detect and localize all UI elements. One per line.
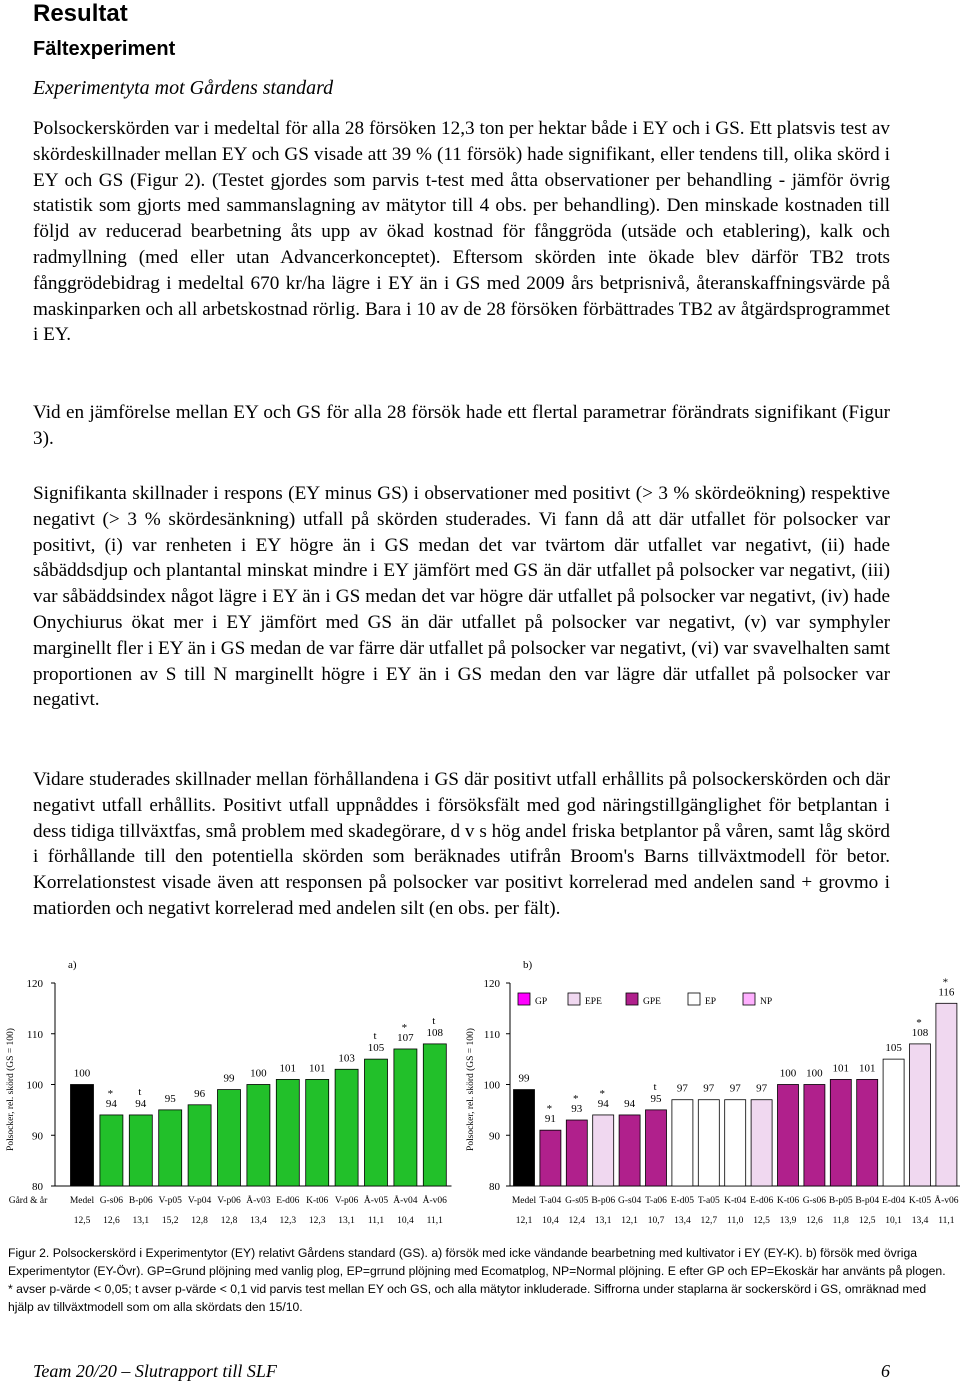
gs-yield-label: 12,1	[515, 1216, 533, 1226]
bar-value-label: 94	[597, 1097, 609, 1110]
bar	[218, 1090, 241, 1186]
gs-yield-label: 13,4	[250, 1216, 267, 1226]
bar	[698, 1100, 719, 1186]
bar	[725, 1100, 746, 1186]
page-number: 6	[881, 1361, 890, 1381]
bar-value-label: 100	[806, 1067, 823, 1080]
gs-yield-label: 12,5	[858, 1216, 876, 1226]
bar-value-label: 105	[885, 1042, 902, 1055]
bar-value-label: 97	[729, 1082, 741, 1095]
bar	[910, 1044, 931, 1186]
category-label: G-s05	[565, 1196, 589, 1206]
category-label: K-t06	[776, 1196, 800, 1206]
category-label: G-s04	[617, 1196, 642, 1206]
y-tick-label: 80	[32, 1181, 43, 1193]
gs-yield-label: 12,7	[700, 1216, 718, 1226]
category-label: K-t05	[908, 1196, 932, 1206]
bar	[514, 1090, 535, 1186]
section-heading: Resultat	[33, 0, 128, 27]
bar	[129, 1115, 152, 1186]
y-tick-label: 100	[483, 1079, 500, 1092]
bar-value-label: 93	[571, 1103, 583, 1116]
y-tick-label: 100	[26, 1079, 43, 1092]
paragraph-3: Signifikanta skillnader i respons (EY minus GS) i observationer med positivt (> 3 % skördeökning) respektive negativt (> 3 % skördesänkning) utfall på skörden studerades. Vi fann då att där utfallet för polsocker var positivt, (i) var renheten i EY högre än i GS medan det var tvärtom där utfallet var negativt, (ii) hade såbäddsdjup och plantantal minskat mindre i EY jämfört med GS än där utfallet på polsocker var negativt, (iii) var såbäddsindex något lägre i EY än i GS medan det var högre där utfallet på polsocker var negativt, (iv) hade Onychiurus ökat mer i EY jämfört med GS än där utfallet på polsocker var negativt, (v) var symphyler marginellt fler i EY än i GS medan de var färre där utfallet på polsocker var negativt, (vi) var svavelhalten samt proportionen av S till N marginellt högre i EY än i GS medan den var lägre där utfallet på polsocker var negativt.	[33, 483, 890, 711]
legend-swatch	[688, 993, 700, 1005]
y-tick-label: 90	[32, 1130, 43, 1143]
gs-yield-label: 15,2	[161, 1216, 179, 1226]
gs-yield-label: 12,8	[220, 1216, 238, 1226]
bar-value-label: 94	[105, 1097, 117, 1110]
gs-yield-label: 13,4	[911, 1216, 929, 1226]
y-axis-title: Polsocker, rel. skörd (GS = 100)	[6, 1028, 16, 1151]
category-label: G-s06	[99, 1196, 124, 1206]
panel-label: b)	[523, 959, 533, 971]
bar	[883, 1059, 904, 1186]
category-label: G-s06	[802, 1196, 827, 1206]
bar	[857, 1079, 878, 1186]
gs-yield-label: 10,7	[647, 1216, 665, 1226]
category-label: E-d05	[670, 1196, 695, 1206]
y-tick-label: 80	[489, 1181, 500, 1193]
bar-value-label: 100	[779, 1067, 797, 1080]
category-label: Å-v04	[393, 1196, 418, 1206]
bar	[646, 1110, 667, 1186]
legend-label: EPE	[585, 997, 602, 1007]
bar	[540, 1130, 561, 1186]
bar-value-label: 116	[938, 986, 955, 999]
significance-marker: *	[573, 1093, 579, 1106]
gs-yield-label: 12,6	[103, 1216, 120, 1226]
category-label: T-a06	[645, 1196, 667, 1206]
footer-title: Team 20/20 – Slutrapport till SLF	[33, 1361, 277, 1381]
legend-swatch	[743, 993, 755, 1005]
category-label: E-d04	[881, 1196, 906, 1206]
bar	[247, 1085, 270, 1187]
significance-marker: t	[138, 1085, 142, 1098]
significance-marker: *	[401, 1021, 408, 1034]
significance-marker: *	[916, 1016, 922, 1029]
y-tick-label: 110	[483, 1028, 500, 1041]
row-label: Gård & år	[8, 1196, 48, 1206]
category-label: T-a04	[539, 1196, 562, 1206]
legend-label: EP	[705, 997, 717, 1007]
y-tick-label: 120	[483, 978, 500, 990]
bar-value-label: 94	[624, 1097, 636, 1110]
bar	[778, 1085, 799, 1187]
bar-value-label: 94	[135, 1097, 147, 1110]
gs-yield-label: 11,1	[367, 1216, 385, 1226]
figure-caption: Figur 2. Polsockerskörd i Experimentytor (EY) relativt Gårdens standard (GS). a) försök med icke vändande bearbetning med kultivator i EY (EY-K). b) försök med övriga Experimentytor (EY-Övr). GP=Grund plöjning med vanlig plog, EP=grrund plöjning med Ecomatplog, NP=Normal plöjning. E efter GP och EP=Ekoskär har använts på plogen. * avser p-värde < 0,05; t avser p-värde < 0,1 vid parvis test mellan EY och GS, och alla mätytor inkluderade. Siffrorna under staplarna är sockerskörd i GS, omräknad med hjälp av tillväxtmodell som om alla skördats den 15/10.	[8, 1246, 946, 1314]
y-axis-title: Polsocker, rel. skörd (GS = 100)	[466, 1028, 476, 1151]
bar-value-label: 103	[338, 1052, 355, 1065]
bar	[936, 1003, 957, 1186]
gs-yield-label: 12,1	[621, 1216, 638, 1226]
significance-marker: *	[942, 976, 949, 989]
bar	[593, 1115, 614, 1186]
bar	[159, 1110, 182, 1186]
y-tick-label: 90	[489, 1130, 500, 1143]
significance-marker: *	[599, 1087, 605, 1100]
category-label: K-t06	[306, 1196, 329, 1206]
bar-value-label: 96	[194, 1087, 206, 1100]
gs-yield-label: 12,8	[191, 1216, 208, 1226]
bar	[804, 1085, 825, 1187]
legend-swatch	[568, 993, 580, 1005]
gs-yield-label: 13,1	[132, 1216, 150, 1226]
legend-swatch	[626, 993, 638, 1005]
gs-yield-label: 11,8	[832, 1216, 849, 1226]
legend-label: GPE	[643, 997, 661, 1007]
category-label: B-p04	[855, 1196, 880, 1206]
category-label: Å-v05	[363, 1196, 389, 1206]
bar	[394, 1049, 417, 1186]
bar-value-label: 99	[518, 1072, 530, 1085]
bar-value-label: 95	[164, 1092, 176, 1105]
bar-value-label: 99	[223, 1072, 235, 1085]
category-label: T-a05	[697, 1196, 720, 1206]
gs-yield-label: 12,3	[308, 1216, 326, 1226]
gs-yield-label: 13,4	[674, 1216, 691, 1226]
page-footer	[33, 1361, 890, 1382]
significance-marker: *	[107, 1087, 114, 1100]
bar	[619, 1115, 640, 1186]
bar	[306, 1079, 329, 1186]
bar	[830, 1079, 851, 1186]
panel-label: a)	[68, 959, 77, 971]
bar	[423, 1044, 446, 1186]
bar-value-label: 100	[250, 1067, 267, 1080]
y-tick-label: 110	[26, 1028, 43, 1041]
gs-yield-label: 12,5	[73, 1216, 91, 1226]
bar	[276, 1079, 299, 1186]
legend-label: NP	[760, 997, 773, 1007]
gs-yield-label: 13,1	[338, 1216, 355, 1226]
bar-value-label: 101	[832, 1062, 850, 1075]
category-label: Medel	[69, 1196, 95, 1206]
gs-yield-label: 12,4	[568, 1216, 586, 1226]
bar	[365, 1059, 388, 1186]
category-label: K-t04	[724, 1196, 747, 1206]
gs-yield-label: 13,1	[594, 1216, 612, 1226]
subsection-heading: Fältexperiment	[33, 38, 176, 60]
category-label: V-p06	[217, 1196, 241, 1206]
category-label: E-d06	[749, 1196, 774, 1206]
bar-value-label: 91	[544, 1113, 556, 1126]
gs-yield-label: 11,1	[426, 1216, 443, 1226]
bar	[71, 1085, 94, 1187]
category-label: V-p05	[158, 1196, 182, 1206]
category-label: Medel	[511, 1196, 537, 1206]
bar-value-label: 108	[911, 1026, 929, 1039]
category-label: V-p04	[187, 1196, 212, 1206]
gs-yield-label: 13,9	[779, 1216, 797, 1226]
category-label: V-p06	[334, 1196, 359, 1206]
gs-yield-label: 10,4	[542, 1216, 559, 1226]
gs-yield-label: 11,0	[727, 1216, 744, 1226]
paragraph-2: Vid en jämförelse mellan EY och GS för alla 28 försök hade ett flertal parametrar förändrats signifikant (Figur 3).	[33, 402, 890, 449]
gs-yield-label: 12,5	[753, 1216, 770, 1226]
paragraph-4: Vidare studerades skillnader mellan förhållandena i GS där positivt utfall erhållits på polsockerskörden och där negativt utfall erhållits. Positivt utfall uppnåddes i försöksfält med god näringstillgänglighet för betplantan i dess tidiga tillväxtfas, små problem med skadegörare, d v s hög andel friska betplantor på våren, samt låg skörd i förhållande till den potentiella skörden som beräknades utifrån Broom's Barns tillväxtmodell för betor. Korrelationstest visade även att responsen på polsocker var positivt korrelerad med andelen sand + grovmo i matiorden och negativt korrelerad med andelen silt (en obs. per fält).	[33, 769, 890, 919]
bar-value-label: 97	[703, 1082, 715, 1095]
bar	[672, 1100, 693, 1186]
category-label: Å-v06	[422, 1196, 447, 1206]
category-label: E-d06	[276, 1196, 300, 1206]
significance-marker: t	[653, 1080, 657, 1093]
category-label: Å-v03	[246, 1196, 271, 1206]
bar-value-label: 95	[650, 1092, 662, 1105]
significance-marker: t	[373, 1030, 377, 1043]
category-label: B-p06	[128, 1196, 153, 1206]
bar-value-label: 108	[426, 1026, 444, 1039]
paragraph-1: Polsockerskörden var i medeltal för alla 28 försöken 12,3 ton per hektar både i EY och i GS. Ett platsvis test av skördeskillnader mellan EY och GS visade att 39 % (11 försök) hade signifikant, eller tendens till, olika skörd i EY och GS (Figur 2). (Testet gjordes som parvis t-test med åtta observationer per behandling - jämför övrig statistik som gjorts med sammanslagning av mätytor till 4 obs. per behandling). Den minskade kostnaden till följd av reducerad bearbetning åts upp av ökad kostnad för fånggröda (utsäde och etablering), kalk och radmyllning (med eller utan Advancerkonceptet). Eftersom skörden inte ökade blev därför TB2 trots fånggrödebidrag i medeltal 670 kr/ha lägre i EY än i GS med 2009 års betprisnivå, återanskaffningsvärde på maskinparken och all arbetskostnad rörlig. Bara i 10 av de 28 försöken förbättrades TB2 av åtgärdsprogrammet i EY.	[33, 118, 890, 346]
bar	[566, 1120, 587, 1186]
bar-value-label: 97	[676, 1082, 688, 1095]
gs-yield-label: 12,6	[806, 1216, 823, 1226]
bar-value-label: 101	[308, 1062, 326, 1075]
bar-value-label: 101	[279, 1062, 297, 1075]
category-label: B-p05	[828, 1196, 853, 1206]
gs-yield-label: 10,4	[397, 1216, 414, 1226]
bar-value-label: 100	[73, 1067, 91, 1080]
bar-value-label: 97	[756, 1082, 768, 1095]
bar-value-label: 107	[397, 1031, 414, 1044]
bar	[188, 1105, 211, 1186]
category-label: Å-v06	[934, 1196, 959, 1206]
bar	[335, 1069, 358, 1186]
gs-yield-label: 12,3	[279, 1216, 297, 1226]
y-tick-label: 120	[26, 978, 43, 990]
bar	[100, 1115, 123, 1186]
legend-swatch	[518, 993, 530, 1005]
category-label: B-p06	[591, 1196, 616, 1206]
subsubsection-heading: Experimentyta mot Gårdens standard	[33, 77, 334, 99]
bar	[751, 1100, 772, 1186]
bar-value-label: 105	[367, 1042, 385, 1055]
gs-yield-label: 10,1	[885, 1216, 902, 1226]
legend-label: GP	[535, 997, 548, 1007]
gs-yield-label: 11,1	[938, 1216, 955, 1226]
significance-marker: t	[432, 1014, 436, 1027]
bar-value-label: 101	[858, 1062, 876, 1075]
significance-marker: *	[546, 1103, 553, 1116]
